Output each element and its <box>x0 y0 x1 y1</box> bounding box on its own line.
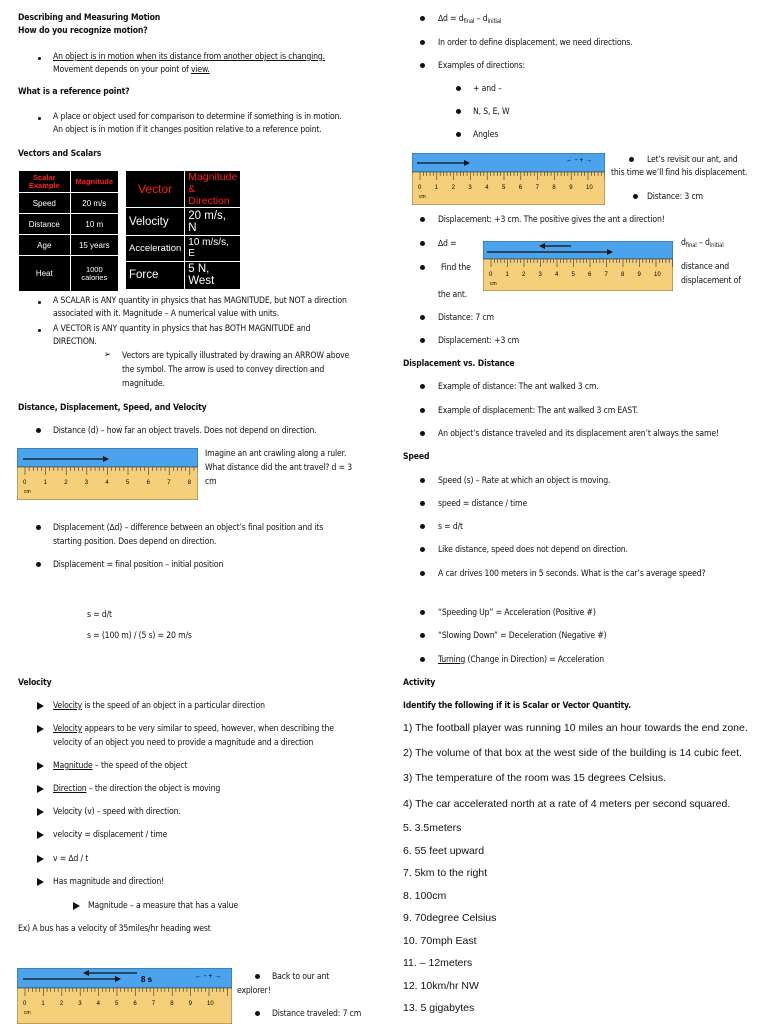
need-direction: In order to define displacement, we need directions. <box>438 38 633 48</box>
velocity-item: Has magnitude and direction! <box>53 877 165 887</box>
bullet <box>420 547 425 552</box>
scalar-def-b: associated with it. Magnitude – A numerical value with units. <box>53 309 279 319</box>
question-motion: How do you recognize motion? <box>18 26 148 36</box>
bullet <box>420 16 425 21</box>
scalar-cell: Speed <box>19 193 71 214</box>
bullet <box>629 157 634 162</box>
bullet <box>633 194 638 199</box>
bullet <box>36 428 41 433</box>
accel-item: “Slowing Down” = Deceleration (Negative #) <box>438 631 607 641</box>
the-ant: the ant. <box>438 290 468 300</box>
ddsv-heading: Distance, Displacement, Speed, and Velocity <box>18 403 207 413</box>
direction-item: Angles <box>473 130 499 140</box>
velocity-item-text: is the speed of an object in a particular direction <box>82 701 265 711</box>
imagine-b: What distance did the ant travel? d = 3 <box>205 463 353 473</box>
ruler-number: 4 <box>96 1001 100 1007</box>
direction-legend: ← - + → <box>195 973 222 980</box>
activity-item: 2) The volume of that box at the west side of the building is 14 cubic feet. <box>403 747 742 759</box>
velocity-item-text: – the speed of the object <box>92 761 188 771</box>
sub-final: final <box>463 18 475 25</box>
direction-item: N, S, E, W <box>473 107 510 117</box>
ruler-number: 10 <box>207 1001 214 1007</box>
motion-view-lead: Movement depends on your point of <box>53 65 191 75</box>
ruler-number: 0 <box>489 272 493 278</box>
bus-time-label: 8 s <box>141 975 153 984</box>
ruler-number: 10 <box>586 185 593 191</box>
displacement-plus3: Displacement: +3 cm. The positive gives the ant a direction! <box>438 215 665 225</box>
velocity-item: Magnitude – a measure that has a value <box>88 901 238 911</box>
ruler-number: 6 <box>518 185 523 191</box>
speed-calculation: s = (100 m) / (5 s) = 20 m/s <box>87 631 192 641</box>
vector-cell: Force <box>126 261 185 289</box>
velocity-item <box>53 783 220 796</box>
ruler-number: 4 <box>555 272 559 278</box>
ruler-number: 2 <box>59 1001 64 1007</box>
ruler-number: 0 <box>418 185 422 191</box>
bullet <box>420 501 425 506</box>
velocity-item-text: – the direction the object is moving <box>86 784 221 794</box>
ruler-number: 0 <box>23 1001 27 1007</box>
direction-item: + and – <box>473 84 502 94</box>
dfinal-dinitial <box>681 237 724 252</box>
activity-item: 6. 55 feet upward <box>403 845 485 857</box>
vector-cell: Acceleration <box>126 236 185 262</box>
ruler-number: 6 <box>588 272 592 278</box>
activity-item: 5. 3.5meters <box>403 822 462 834</box>
ruler-number: 9 <box>637 272 641 278</box>
ant-ruler-1 <box>17 448 198 500</box>
vector-def-b: DIRECTION. <box>53 337 97 347</box>
explorer-b: explorer! <box>237 986 271 996</box>
triangle-bullet-icon <box>37 785 44 793</box>
ruler-number: 1 <box>434 185 439 191</box>
ruler-number: 2 <box>64 480 68 486</box>
ruler-number: 3 <box>538 272 542 278</box>
scalar-cell: 1000 calories <box>70 256 118 292</box>
displacement-3: Displacement: +3 cm <box>438 336 520 346</box>
vector-cell: 5 N, West <box>185 261 241 289</box>
velocity-item: velocity = displacement / time <box>53 830 168 840</box>
velocity-item <box>53 760 187 773</box>
ruler-number: 0 <box>23 480 27 486</box>
triangle-bullet-icon <box>37 808 44 816</box>
speed-formula: s = d/t <box>87 610 112 620</box>
bullet <box>420 338 425 343</box>
arrow-note-c: magnitude. <box>122 379 165 389</box>
scalar-table <box>18 170 119 292</box>
velocity-item <box>53 700 265 713</box>
scalar-cell: Heat <box>19 256 71 292</box>
vector-def-a: A VECTOR is ANY quantity in physics that has BOTH MAGNITUDE and <box>53 324 311 334</box>
ruler-number: 8 <box>187 480 192 486</box>
triangle-bullet-icon <box>37 725 44 733</box>
bullet <box>420 657 425 662</box>
magnitude-word: Magnitude <box>53 761 93 771</box>
activity-item: 12. 10km/hr NW <box>403 980 479 992</box>
speed-item: s = d/t <box>438 522 463 532</box>
scalar-cell: 10 m <box>70 214 118 235</box>
bullet <box>38 301 41 304</box>
activity-item: 3) The temperature of the room was 15 degrees Celsius. <box>403 772 667 784</box>
dvd-heading: Displacement vs. Distance <box>403 359 515 369</box>
bullet <box>420 265 425 270</box>
velocity-heading: Velocity <box>18 678 52 688</box>
accel-item <box>438 654 604 667</box>
refpoint-def-b: An object is in motion if it changes position relative to a reference point. <box>53 125 322 135</box>
vector-table-header: Magnitude & Direction <box>185 171 241 208</box>
distance-definition: Distance (d) – how far an object travels. Does not depend on direction. <box>53 426 317 436</box>
delta-eq: ∆d = <box>438 239 457 249</box>
disp-def-a: Displacement (∆d) – difference between an object’s final position and its <box>53 523 324 533</box>
bullet <box>420 384 425 389</box>
examples-direction: Examples of directions: <box>438 61 525 71</box>
ruler-number: 5 <box>502 185 506 191</box>
sub-initial: initial <box>709 242 724 249</box>
scalar-table-header: Scalar Example <box>19 171 71 193</box>
find-the: Find the <box>441 263 471 273</box>
ruler-number: 4 <box>105 480 109 486</box>
ant-ruler-bus <box>17 968 232 1024</box>
ruler-unit: cm <box>24 1010 31 1016</box>
not-same-note: An object’s distance traveled and its displacement aren’t always the same! <box>438 429 719 439</box>
direction-legend: ← - + → <box>566 157 593 164</box>
activity-item: 10. 70mph East <box>403 935 477 947</box>
bullet <box>420 571 425 576</box>
arrow-note-a: Vectors are typically illustrated by drawing an ARROW above <box>122 351 350 361</box>
d-label: d <box>681 238 686 248</box>
example-displacement: Example of displacement: The ant walked 3 cm EAST. <box>438 406 638 416</box>
vector-cell: 20 m/s, N <box>185 208 241 236</box>
ruler-number: 2 <box>522 272 526 278</box>
distance-3: Distance: 3 cm <box>647 192 703 202</box>
bullet <box>38 329 41 332</box>
explorer-a: Back to our ant <box>272 972 330 982</box>
arrow-note-b: the symbol. The arrow is used to convey direction and <box>122 365 325 375</box>
ruler-unit: cm <box>419 194 426 200</box>
bullet <box>38 117 41 120</box>
accel-item: “Speeding Up” = Acceleration (Positive #) <box>438 608 596 618</box>
triangle-bullet-icon <box>37 762 44 770</box>
minus-d: – d <box>696 238 710 248</box>
triangle-bullet-icon <box>73 902 80 910</box>
speed-item: A car drives 100 meters in 5 seconds. What is the car’s average speed? <box>438 569 706 579</box>
ruler-number: 9 <box>569 185 573 191</box>
minus-d: – d <box>474 14 488 24</box>
turning-word: Turning <box>438 655 466 665</box>
direction-word: Direction <box>53 784 87 794</box>
velocity-item-text: appears to be very similar to speed, however, when describing the <box>82 724 334 734</box>
ruler-number: 8 <box>170 1001 174 1007</box>
bullet <box>420 524 425 529</box>
ruler-number: 5 <box>115 1001 119 1007</box>
ruler-number: 5 <box>571 272 575 278</box>
triangle-bullet-icon <box>37 878 44 886</box>
ruler-number: 9 <box>188 1001 192 1007</box>
vector-table <box>125 170 241 290</box>
ruler-number: 7 <box>535 185 539 191</box>
disp-formula: Displacement = final position – initial position <box>53 560 224 570</box>
ruler-number: 8 <box>621 272 625 278</box>
bullet <box>456 86 461 91</box>
ant-ruler-2 <box>412 153 605 205</box>
bullet <box>456 109 461 114</box>
motion-view-word: view. <box>190 65 210 75</box>
ruler-number: 1 <box>43 480 47 486</box>
activity-item: 8. 100cm <box>403 890 447 902</box>
bullet <box>420 315 425 320</box>
vector-table-header: Vector <box>126 171 185 208</box>
bullet <box>420 40 425 45</box>
ant-ruler-3 <box>483 241 673 291</box>
scalar-cell: Age <box>19 235 71 256</box>
activity-intro: Identify the following if it is Scalar or Vector Quantity. <box>403 701 631 711</box>
triangle-bullet-icon <box>37 855 44 863</box>
activity-heading: Activity <box>403 678 436 688</box>
bullet <box>420 610 425 615</box>
ruler-number: 10 <box>654 272 661 278</box>
speed-item: Speed (s) – Rate at which an object is moving. <box>438 476 611 486</box>
velocity-item <box>53 723 334 736</box>
example-distance: Example of distance: The ant walked 3 cm. <box>438 382 599 392</box>
scalar-cell: 15 years <box>70 235 118 256</box>
ruler-number: 8 <box>552 185 556 191</box>
bullet <box>420 63 425 68</box>
bullet <box>255 974 260 979</box>
refpoint-def-a: A place or object used for comparison to determine if something is in motion. <box>53 112 342 122</box>
disp-def-b: starting position. Does depend on direction. <box>53 537 217 547</box>
delta-d: ∆d = d <box>438 14 464 24</box>
revisit-a: Let’s revisit our ant, and <box>647 155 738 165</box>
ruler-number: 7 <box>167 480 171 486</box>
ruler-number: 6 <box>146 480 150 486</box>
ruler-unit: cm <box>24 489 31 495</box>
ruler-number: 1 <box>41 1001 45 1007</box>
activity-item: 4) The car accelerated north at a rate of 4 meters per second squared. <box>403 798 731 810</box>
ruler-number: 4 <box>485 185 489 191</box>
speed-item: Like distance, speed does not depend on direction. <box>438 545 628 555</box>
bullet <box>255 1011 260 1016</box>
bullet <box>420 633 425 638</box>
vector-cell: 10 m/s/s, E <box>185 236 241 262</box>
bullet <box>420 408 425 413</box>
bullet <box>38 57 41 60</box>
ruler-number: 7 <box>604 272 608 278</box>
activity-item: 1) The football player was running 10 miles an hour towards the end zone. <box>403 722 748 734</box>
velocity-item: velocity of an object you need to provide a magnitude and a direction <box>53 738 314 748</box>
ruler-number: 6 <box>133 1001 137 1007</box>
velocity-word: Velocity <box>53 724 83 734</box>
distance-7: Distance: 7 cm <box>438 313 494 323</box>
ruler-number: 3 <box>84 480 89 486</box>
bullet <box>420 241 425 246</box>
velocity-item: v = ∆d / t <box>53 854 89 864</box>
activity-item: 11. – 12meters <box>403 957 473 969</box>
distance-and: distance and <box>681 262 729 272</box>
activity-item: 9. 70degree Celsius <box>403 912 497 924</box>
vectors-heading: Vectors and Scalars <box>18 149 102 159</box>
activity-item: 7. 5km to the right <box>403 867 488 879</box>
ruler-number: 5 <box>126 480 130 486</box>
refpoint-heading: What is a reference point? <box>18 87 130 97</box>
vector-cell: Velocity <box>126 208 185 236</box>
triangle-bullet-icon <box>37 702 44 710</box>
velocity-item: Velocity (v) – speed with direction. <box>53 807 181 817</box>
bullet <box>36 525 41 530</box>
bullet <box>420 217 425 222</box>
bullet <box>36 562 41 567</box>
delta-d-formula <box>438 13 501 28</box>
motion-view-text <box>53 64 210 77</box>
scalar-cell: 20 m/s <box>70 193 118 214</box>
bus-example: Ex) A bus has a velocity of 35miles/hr heading west <box>18 924 211 934</box>
revisit-b: this time we’ll find his displacement. <box>611 168 748 178</box>
displacement-of: displacement of <box>681 276 741 286</box>
motion-definition: An object is in motion when its distance from another object is changing. <box>53 52 325 62</box>
velocity-word: Velocity <box>53 701 83 711</box>
arrow-bullet-icon: ➢ <box>104 350 111 360</box>
bullet <box>456 132 461 137</box>
imagine-c: cm <box>205 477 217 487</box>
ruler-unit: cm <box>490 281 497 287</box>
ruler-number: 3 <box>468 185 472 191</box>
explorer-distance: Distance traveled: 7 cm <box>272 1009 362 1019</box>
page-title: Describing and Measuring Motion <box>18 13 161 23</box>
bullet <box>420 431 425 436</box>
scalar-table-header: Magnitude <box>70 171 118 193</box>
accel-item-text: (Change in Direction) = Acceleration <box>465 655 604 665</box>
triangle-bullet-icon <box>37 831 44 839</box>
ruler-number: 2 <box>451 185 455 191</box>
imagine-a: Imagine an ant crawling along a ruler. <box>205 449 347 459</box>
ruler-number: 1 <box>505 272 509 278</box>
ruler-number: 3 <box>78 1001 82 1007</box>
scalar-def-a: A SCALAR is ANY quantity in physics that has MAGNITUDE, but NOT a direction <box>53 296 347 306</box>
bullet <box>420 478 425 483</box>
speed-heading: Speed <box>403 452 430 462</box>
scalar-cell: Distance <box>19 214 71 235</box>
ruler-number: 7 <box>151 1001 156 1007</box>
sub-initial: initial <box>487 18 502 25</box>
speed-item: speed = distance / time <box>438 499 528 509</box>
activity-item: 13. 5 gigabytes <box>403 1002 475 1014</box>
sub-final: final <box>685 242 697 249</box>
